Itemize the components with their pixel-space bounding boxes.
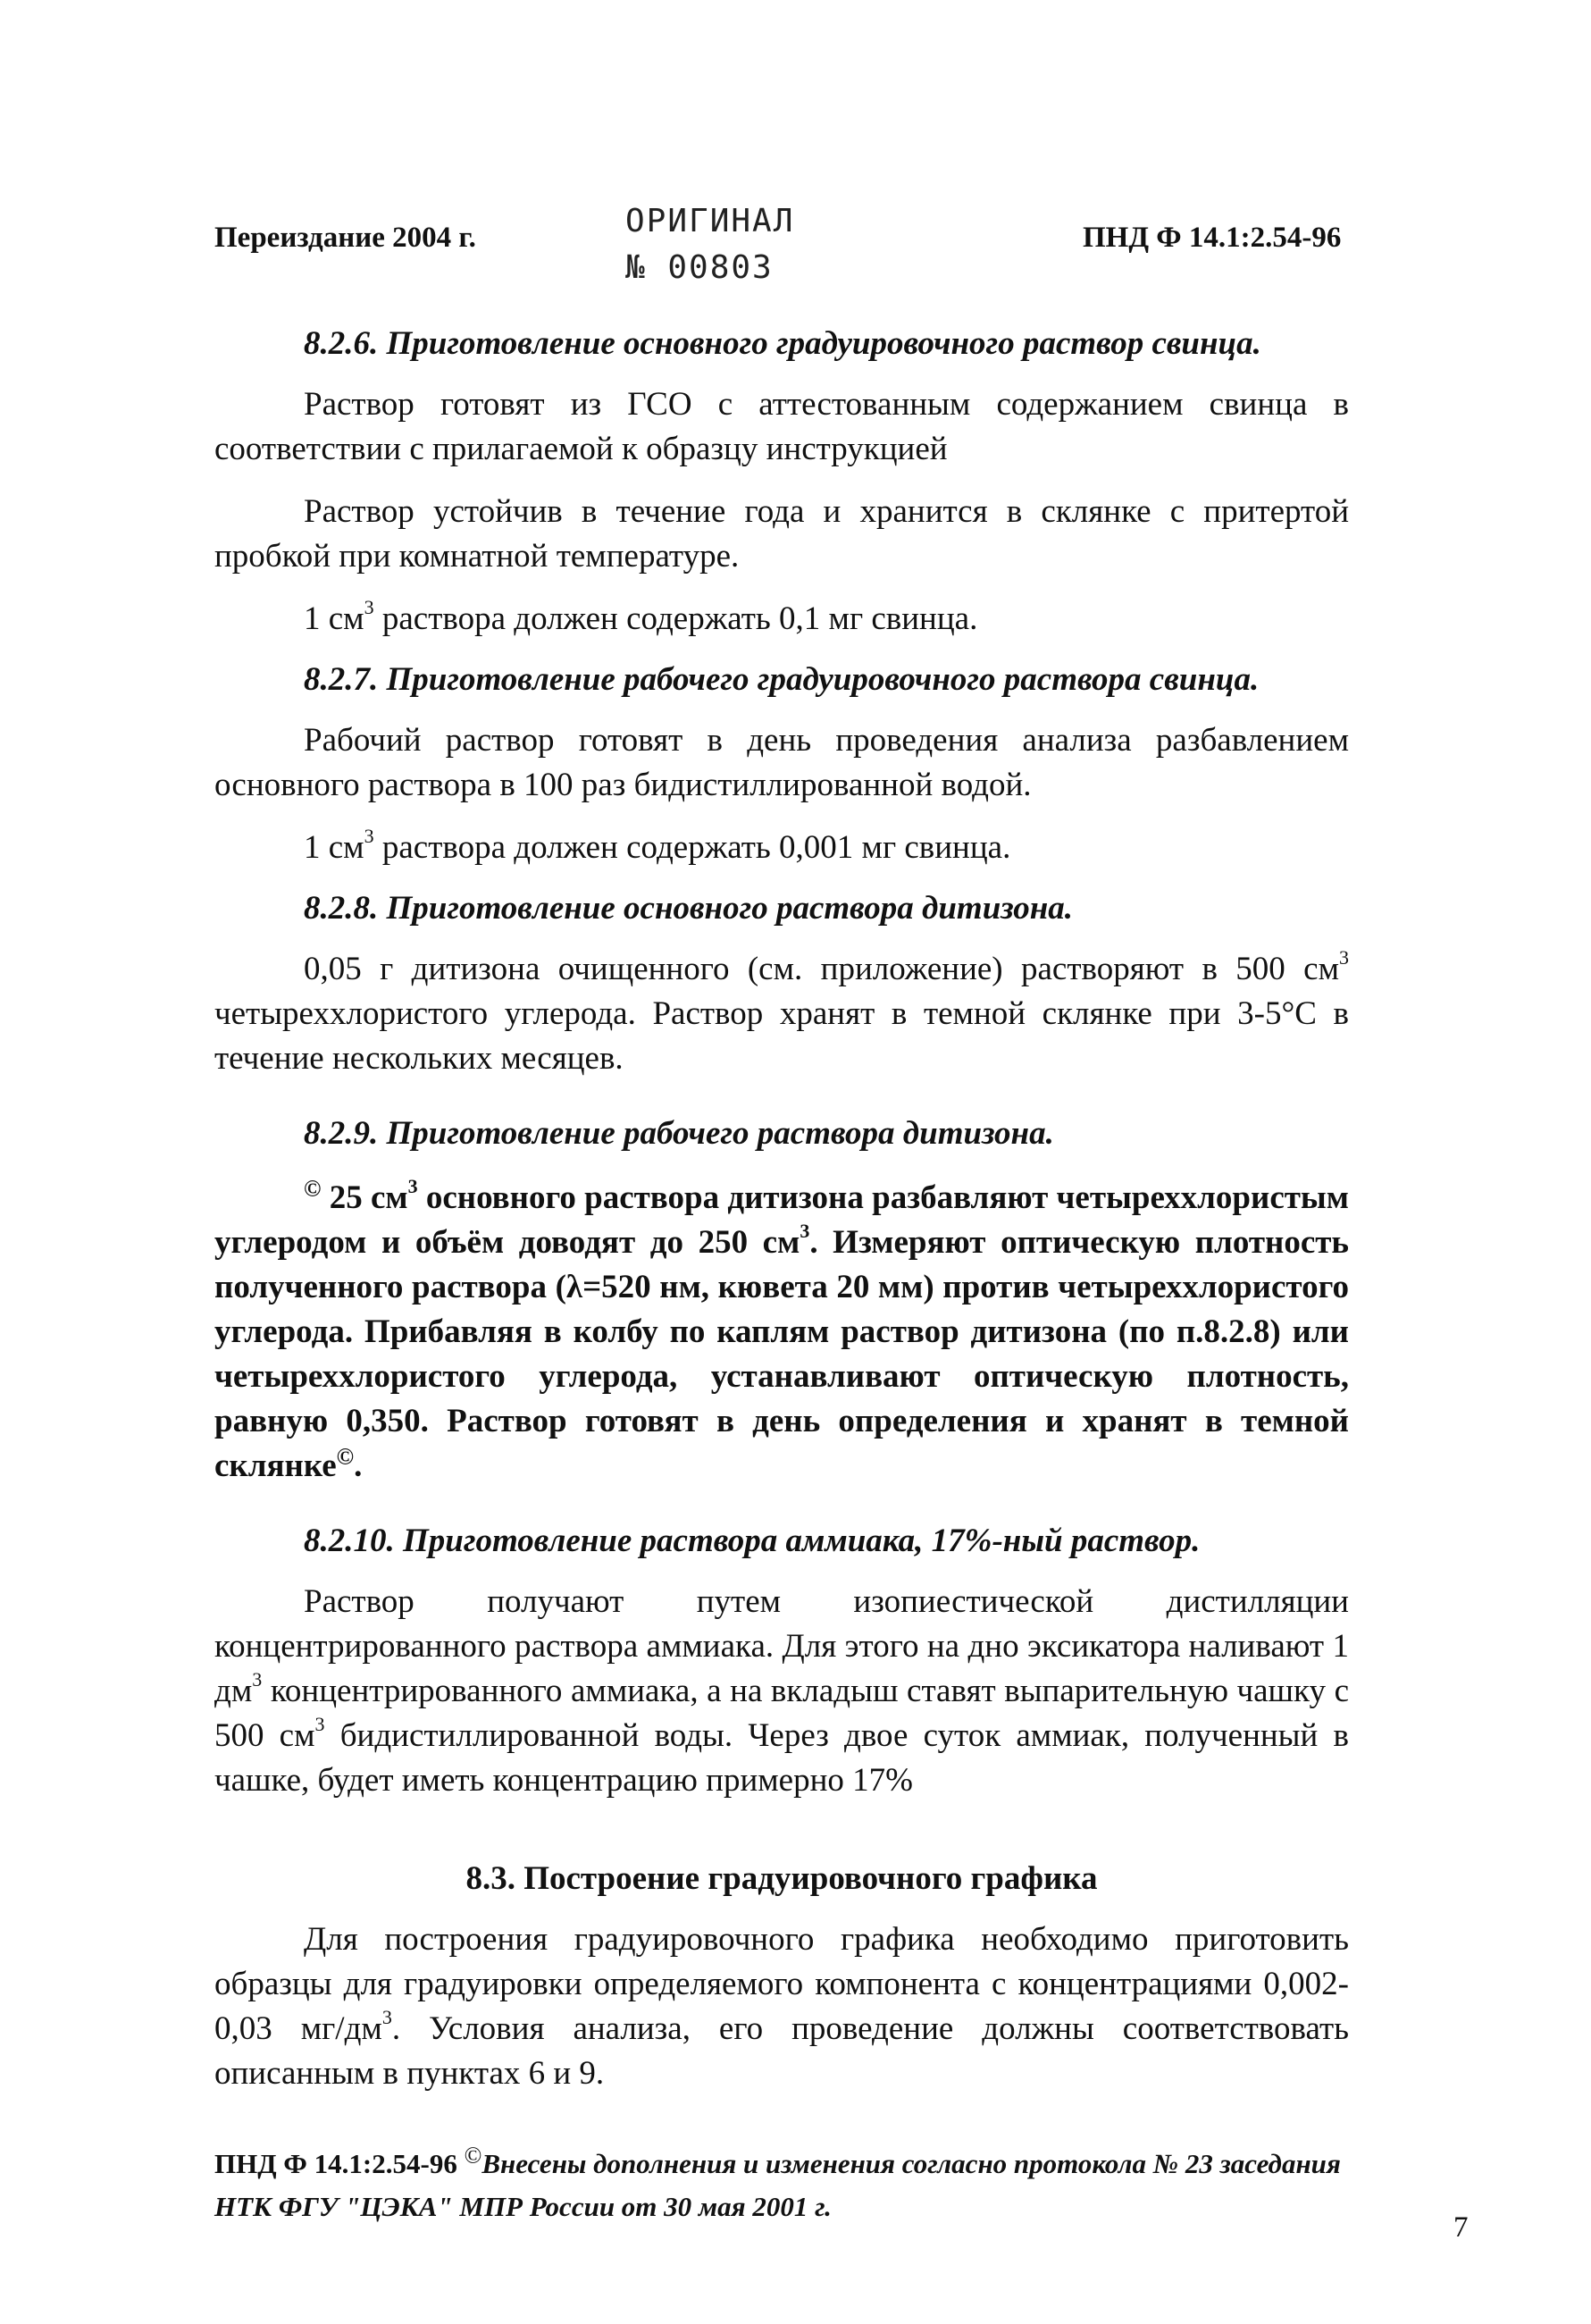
text-run: бидистиллированной воды. Через двое суток аммиак, полученный в чашке, будет иметь концентрацию примерно 17% (214, 1717, 1349, 1799)
footer-doc-code: ПНД Ф 14.1:2.54-96 (214, 2148, 457, 2179)
superscript: 3 (314, 1712, 325, 1735)
amendment-mark: © (464, 2142, 482, 2169)
text-run: . Измеряют оптическую плотность полученного раствора (λ=520 нм, кювета 20 мм) против четыреххлористого углерода. Прибавляя в колбу по каплям раствор дитизона (по п.8.2.8) или четыреххлористого углерода, устанавливают оптическую плотность, равную 0,350. Раствор готовят в день определения и хранят в темной склянке (214, 1224, 1349, 1484)
section-title-8-2-10: 8.2.10. Приготовление раствора аммиака, 17%-ный раствор. (304, 1523, 1201, 1559)
text-run: 1 см (304, 829, 364, 866)
amendment-mark: © (304, 1175, 322, 1202)
amended-paragraph (214, 1176, 1349, 1489)
superscript: 3 (407, 1174, 418, 1197)
section-title-8-2-8: 8.2.8. Приготовление основного раствора дитизона. (304, 890, 1074, 927)
page-number: 7 (1453, 2211, 1469, 2244)
superscript: 3 (800, 1219, 810, 1242)
text-run: раствора должен содержать 0,1 мг свинца. (373, 600, 978, 637)
superscript: 3 (364, 595, 374, 618)
superscript: 3 (252, 1667, 263, 1691)
text-run: 0,05 г дитизона очищенного (см. приложение) растворяют в 500 см (304, 951, 1339, 987)
text-run: Для построения градуировочного графика необходимо приготовить образцы для градуировки определяемого компонента с концентрациями 0,002-0,03 мг/дм (214, 1921, 1349, 2047)
section-title-8-2-6: 8.2.6. Приготовление основного градуировочного раствор свинца. (304, 325, 1261, 362)
amendment-mark: © (336, 1443, 355, 1470)
document-code: ПНД Ф 14.1:2.54-96 (1083, 222, 1342, 254)
stamp-line-1: ОРИГИНАЛ (625, 203, 795, 239)
text-run: раствора должен содержать 0,001 мг свинца. (373, 829, 1011, 866)
text-run: Раствор получают путем изопиестической дистилляции концентрированного раствора аммиака. Для этого на дно эксикатора наливают 1 дм (214, 1583, 1349, 1709)
document-body (214, 322, 1349, 2096)
section-title-8-2-7: 8.2.7. Приготовление рабочего градуировочного раствора свинца. (304, 661, 1260, 698)
superscript: 3 (381, 2005, 392, 2028)
paragraph (214, 1580, 1349, 1803)
text-run: 25 см (321, 1179, 408, 1216)
footer-amendment-text: Внесены дополнения и изменения согласно протокола № 23 заседания НТК ФГУ "ЦЭКА" МПР России от 30 мая 2001 г. (214, 2148, 1341, 2222)
section-title-8-3: 8.3. Построение градуировочного графика (465, 1860, 1098, 1897)
superscript: 3 (1339, 945, 1349, 969)
section-title-8-2-9: 8.2.9. Приготовление рабочего раствора дитизона. (304, 1115, 1054, 1152)
reissue-note: Переиздание 2004 г. (214, 222, 476, 254)
footer-note (214, 2143, 1376, 2228)
text-run: . (354, 1447, 363, 1484)
text-run: 1 см (304, 600, 364, 637)
paragraph (214, 947, 1349, 1081)
text-run: концентрированного аммиака, а на вкладыш ставят выпарительную чашку с 500 см (214, 1673, 1349, 1754)
paragraph: Раствор устойчив в течение года и хранится в склянке с притертой пробкой при комнатной температуре. (214, 493, 1349, 575)
text-run: основного раствора дитизона разбавляют четыреххлористым углеродом и объём доводят до 250 см (214, 1179, 1350, 1261)
paragraph (214, 1917, 1349, 2096)
original-stamp (625, 198, 794, 291)
paragraph (214, 826, 1349, 870)
paragraph: Рабочий раствор готовят в день проведения анализа разбавлением основного раствора в 100 раз бидистиллированной водой. (214, 722, 1349, 803)
text-run: четыреххлористого углерода. Раствор хранят в темной склянке при 3-5°С в течение нескольких месяцев. (214, 995, 1349, 1077)
stamp-line-2: № 00803 (625, 249, 774, 286)
paragraph (214, 597, 1349, 642)
text-run: . Условия анализа, его проведение должны соответствовать описанным в пунктах 6 и 9. (214, 2010, 1349, 2092)
superscript: 3 (364, 824, 374, 847)
paragraph: Раствор готовят из ГСО с аттестованным содержанием свинца в соответствии с прилагаемой к образцу инструкцией (214, 386, 1349, 467)
